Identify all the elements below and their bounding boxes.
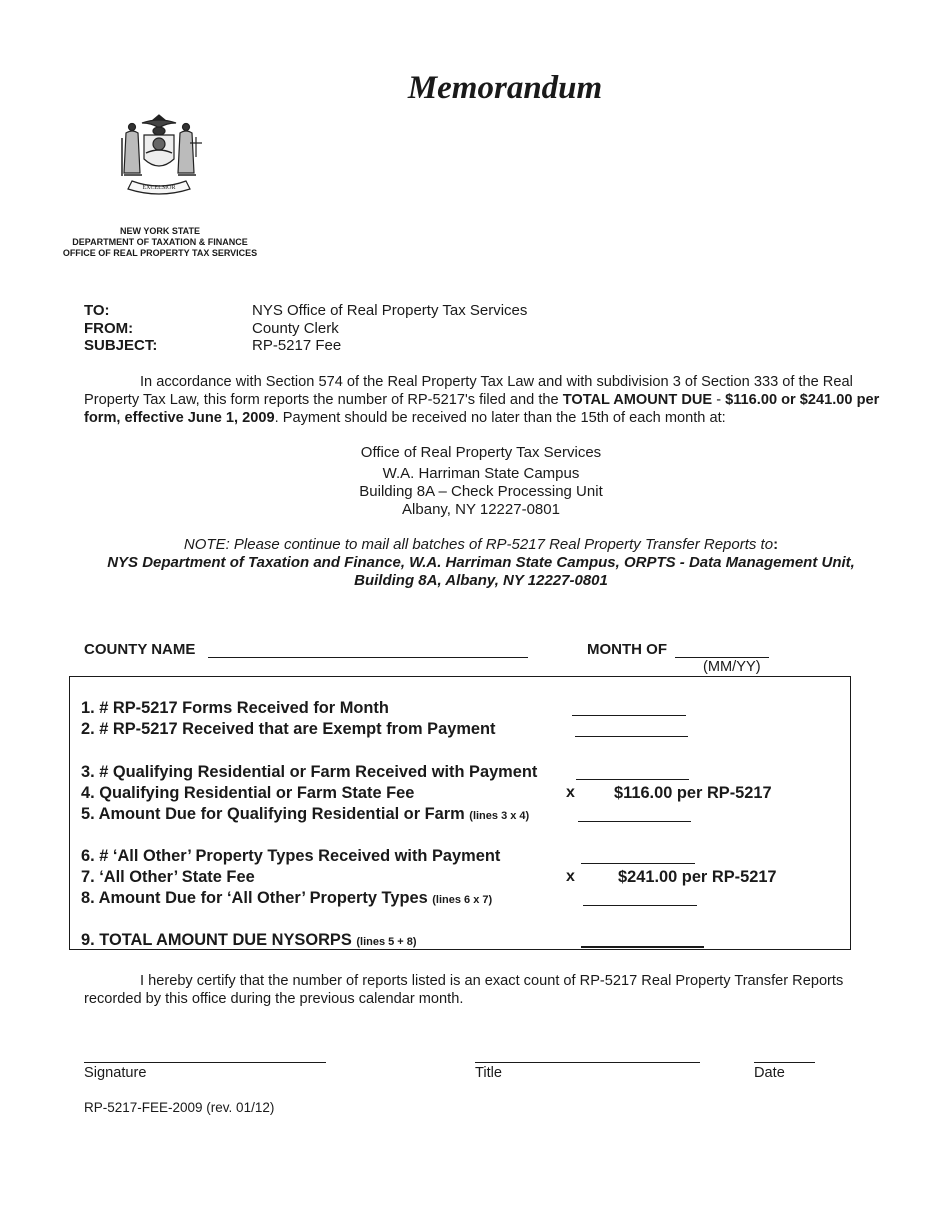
address-line: Office of Real Property Tax Services <box>360 444 602 461</box>
line-2-label: 2. # RP-5217 Received that are Exempt from Payment <box>81 720 496 738</box>
page-title: Memorandum <box>407 70 603 106</box>
month-format-hint: (MM/YY) <box>703 659 761 675</box>
line-8-label <box>81 889 492 908</box>
agency-line: NEW YORK STATE <box>119 226 200 236</box>
line-7-label: 7. ‘All Other’ State Fee <box>81 868 255 886</box>
month-of-label: MONTH OF <box>587 641 667 658</box>
signature-label: Signature <box>84 1065 147 1081</box>
date-field[interactable] <box>754 1050 815 1063</box>
subject-label: SUBJECT: <box>84 337 158 354</box>
line-8-field[interactable] <box>583 891 697 906</box>
month-of-field[interactable] <box>675 641 769 658</box>
to-label: TO: <box>84 302 110 319</box>
multiply-sign: x <box>566 784 575 801</box>
intro-text: - <box>712 392 726 408</box>
line-4-label: 4. Qualifying Residential or Farm State Fee <box>81 784 415 802</box>
intro-bold-fee: $116.00 or $241.00 per form, effective June 1, 2009 <box>84 392 880 426</box>
line-2-field[interactable] <box>575 722 688 737</box>
address-line: Building 8A – Check Processing Unit <box>359 483 603 500</box>
line-8-text: 8. Amount Due for ‘All Other’ Property Types <box>81 889 428 907</box>
agency-line: OFFICE OF REAL PROPERTY TAX SERVICES <box>62 248 258 258</box>
note-colon: : <box>773 536 779 553</box>
other-rate: $241.00 per RP-5217 <box>618 868 777 886</box>
agency-block <box>50 226 270 259</box>
multiply-sign: x <box>566 868 575 885</box>
line-6-label: 6. # ‘All Other’ Property Types Received with Payment <box>81 847 501 865</box>
from-label: FROM: <box>84 320 134 337</box>
nys-seal-icon <box>112 113 207 203</box>
signature-field[interactable] <box>84 1050 326 1063</box>
to-value: NYS Office of Real Property Tax Services <box>252 302 528 319</box>
line-3-label: 3. # Qualifying Residential or Farm Received with Payment <box>81 763 538 781</box>
agency-line: DEPARTMENT OF TAXATION & FINANCE <box>72 237 248 247</box>
line-9-total-field[interactable] <box>581 932 704 948</box>
residential-rate: $116.00 per RP-5217 <box>614 784 772 802</box>
subject-value: RP-5217 Fee <box>252 337 342 354</box>
certification-text: I hereby certify that the number of reports listed is an exact count of RP-5217 Real Property Transfer Reports recorded by this office during the previous calendar month. <box>84 973 844 1007</box>
line-5-field[interactable] <box>578 807 691 822</box>
line-9-note: (lines 5 + 8) <box>356 936 417 948</box>
county-name-field[interactable] <box>208 641 528 658</box>
county-name-label: COUNTY NAME <box>84 641 196 658</box>
line-5-label <box>81 805 529 824</box>
svg-text:EXCELSIOR: EXCELSIOR <box>142 185 176 191</box>
note-address: NYS Department of Taxation and Finance, W.A. Harriman State Campus, ORPTS - Data Management Unit, <box>107 554 855 571</box>
form-id: RP-5217-FEE-2009 (rev. 01/12) <box>84 1100 275 1115</box>
note-address: Building 8A, Albany, NY 12227-0801 <box>354 572 608 589</box>
title-label: Title <box>475 1065 503 1081</box>
note-text: NOTE: Please continue to mail all batches of RP-5217 Real Property Transfer Reports to <box>183 536 774 553</box>
intro-text: . Payment should be received no later than the 15th of each month at: <box>274 410 726 426</box>
address-line: Albany, NY 12227-0801 <box>402 501 560 518</box>
intro-bold-total: TOTAL AMOUNT DUE <box>562 392 713 408</box>
date-label: Date <box>754 1065 785 1081</box>
line-3-field[interactable] <box>576 765 689 780</box>
address-line: W.A. Harriman State Campus <box>382 465 580 482</box>
line-1-label: 1. # RP-5217 Forms Received for Month <box>81 699 389 717</box>
line-8-note: (lines 6 x 7) <box>432 894 493 906</box>
from-value: County Clerk <box>252 320 339 337</box>
line-5-note: (lines 3 x 4) <box>469 810 530 822</box>
line-1-field[interactable] <box>572 701 686 716</box>
certification-paragraph <box>84 972 874 1008</box>
line-9-label <box>81 931 417 950</box>
note-line <box>0 536 950 553</box>
intro-paragraph <box>84 373 884 427</box>
title-field[interactable] <box>475 1050 700 1063</box>
intro-text: In accordance with Section 574 of the Real Property Tax Law and with subdivision 3 of Section 333 of the Real Property Tax Law, this form reports the number of RP-5217's filed and the <box>84 374 853 408</box>
line-9-text: 9. TOTAL AMOUNT DUE NYSORPS <box>81 931 352 949</box>
line-5-text: 5. Amount Due for Qualifying Residential or Farm <box>81 805 465 823</box>
line-6-field[interactable] <box>581 849 695 864</box>
